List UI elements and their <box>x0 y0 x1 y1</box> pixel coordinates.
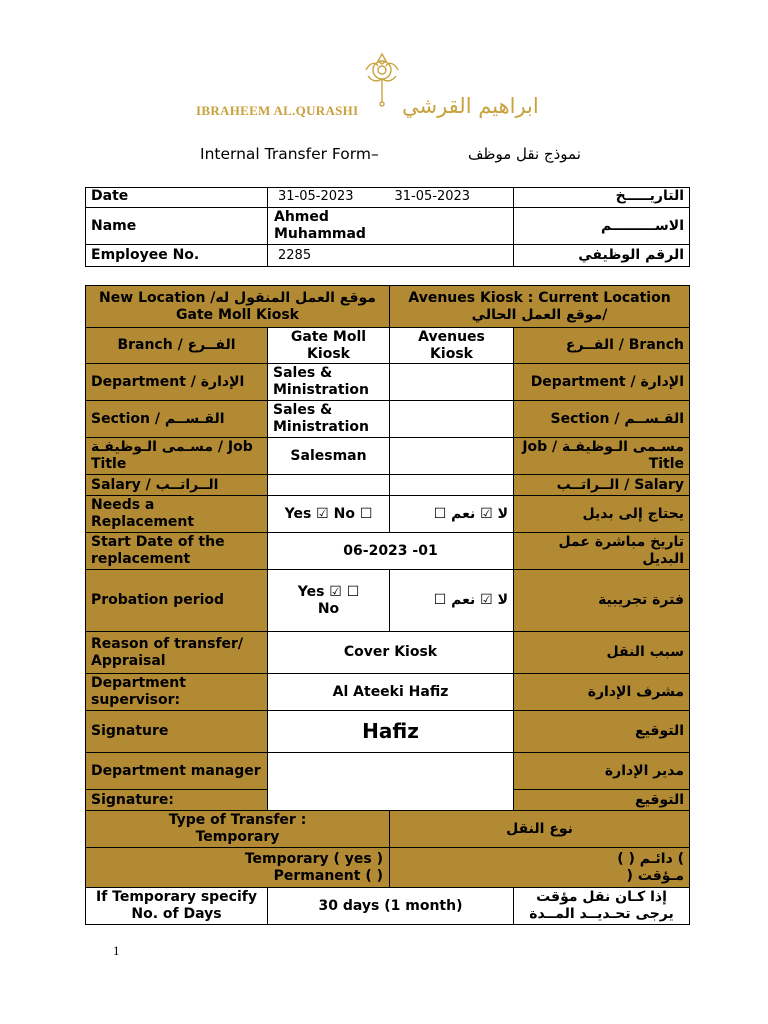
current-location-header: Avenues Kiosk : Current Location موقع العمل الحالي/ <box>390 286 690 328</box>
salary-label: Salary / الــراتــب <box>86 475 268 496</box>
name-value-text: Ahmed Muhammad <box>274 209 366 242</box>
reason-value: Cover Kiosk <box>268 632 514 674</box>
employee-no-label: Employee No. <box>86 245 268 267</box>
employee-no-row <box>86 245 690 267</box>
replacement-checkbox-en[interactable]: Yes ☑ No ☐ <box>268 496 390 533</box>
transfer-options-ar[interactable] <box>390 848 690 888</box>
signature-label-ar: التوقيع <box>514 711 690 753</box>
employee-info-table <box>85 187 690 267</box>
section-label: Section / القـســم <box>86 401 268 438</box>
transfer-options-en[interactable] <box>86 848 390 888</box>
form-title-en: Internal Transfer Form– <box>200 145 379 163</box>
start-date-value: 06-2023 -01 <box>268 533 514 570</box>
form-title-ar: نموذج نقل موظف <box>468 145 581 163</box>
department-current-value <box>390 364 514 401</box>
days-row <box>86 888 690 925</box>
supervisor-label: Department supervisor: <box>86 674 268 711</box>
supervisor-value: Al Ateeki Hafiz <box>268 674 514 711</box>
branch-label-ar: Branch / الفــرع <box>514 328 690 364</box>
start-date-row <box>86 533 690 570</box>
manager-signature-label: Signature: <box>86 790 268 811</box>
section-label-ar: القـســم / Section <box>514 401 690 438</box>
replacement-label-ar: يحتاج إلى بديل <box>514 496 690 533</box>
signature-label: Signature <box>86 711 268 753</box>
section-row <box>86 401 690 438</box>
department-new-value: Sales & Ministration <box>268 364 390 401</box>
date-row <box>86 188 690 208</box>
job-title-label-ar: مسـمى الـوظيفـة / Job Title <box>514 438 690 475</box>
department-label-ar: الإدارة / Department <box>514 364 690 401</box>
branch-row <box>86 328 690 364</box>
branch-new-value: Gate Moll Kiosk <box>268 328 390 364</box>
salary-label-ar: Salary / الــراتــب <box>514 475 690 496</box>
salary-current-value <box>390 475 514 496</box>
probation-checkbox-en[interactable] <box>268 570 390 632</box>
department-row <box>86 364 690 401</box>
supervisor-row <box>86 674 690 711</box>
probation-label-ar: فترة تجريبية <box>514 570 690 632</box>
page-number: 1 <box>113 943 120 958</box>
job-title-row <box>86 438 690 475</box>
manager-value <box>268 753 514 811</box>
manager-row <box>86 753 690 790</box>
department-label: Department / الإدارة <box>86 364 268 401</box>
probation-label: Probation period <box>86 570 268 632</box>
probation-checkbox-ar[interactable]: لا ☑ نعم ☐ <box>390 570 514 632</box>
ornament-emblem-icon <box>358 50 406 108</box>
branch-label: Branch / الفــرع <box>86 328 268 364</box>
transfer-type-label-ar: نوع النقل <box>390 811 690 848</box>
transfer-type-label <box>86 811 390 848</box>
name-row <box>86 208 690 245</box>
days-value: 30 days (1 month) <box>268 888 514 925</box>
salary-row <box>86 475 690 496</box>
location-header-row <box>86 286 690 328</box>
section-current-value <box>390 401 514 438</box>
new-location-header: New Location /موقع العمل المنقول له Gate Moll Kiosk <box>86 286 390 328</box>
probation-checkbox-en-text: Yes ☑ ☐ No <box>297 583 360 617</box>
job-title-new-value: Salesman <box>268 438 390 475</box>
permanent-option[interactable]: Permanent ( ) <box>273 867 384 884</box>
temporary-option-ar[interactable]: مـؤقت ( <box>626 867 685 884</box>
section-new-value: Sales & Ministration <box>268 401 390 438</box>
transfer-options-row <box>86 848 690 888</box>
company-name-en: IBRAHEEM AL.QURASHI <box>196 103 359 118</box>
name-value <box>268 208 514 245</box>
date-value: 31-05-2023 <box>268 188 390 208</box>
transfer-type-row <box>86 811 690 848</box>
employee-no-label-ar: الرقم الوظيفي <box>514 245 690 267</box>
reason-label-ar: سبب النقل <box>514 632 690 674</box>
start-date-label: Start Date of the replacement <box>86 533 268 570</box>
reason-row <box>86 632 690 674</box>
transfer-table <box>85 285 690 925</box>
signature-value: Hafiz <box>268 711 514 753</box>
signature-row <box>86 711 690 753</box>
date-label: Date <box>86 188 268 208</box>
start-date-label-ar: تاريخ مباشرة عمل البديل <box>514 533 690 570</box>
company-name-ar: ابراهيم القرشي <box>402 94 539 118</box>
probation-row <box>86 570 690 632</box>
manager-signature-label-ar: التوقيع <box>514 790 690 811</box>
manager-label-ar: مدير الإدارة <box>514 753 690 790</box>
days-label-ar: إذا كـان نقل مؤقت يرجى تحـديــد المــدة <box>514 888 690 925</box>
days-label: If Temporary specify No. of Days <box>86 888 268 925</box>
supervisor-label-ar: مشرف الإدارة <box>514 674 690 711</box>
job-title-current-value <box>390 438 514 475</box>
job-title-label: مسـمى الـوظيفـة / Job Title <box>86 438 268 475</box>
permanent-option-ar[interactable]: ) دائـم ( ) <box>617 850 685 867</box>
reason-label: Reason of transfer/ Appraisal <box>86 632 268 674</box>
date-value-repeat: 31-05-2023 <box>390 188 514 208</box>
replacement-label: Needs a Replacement <box>86 496 268 533</box>
manager-label: Department manager <box>86 753 268 790</box>
company-logo <box>190 50 590 135</box>
temporary-option[interactable]: Temporary ( yes ) <box>244 850 384 867</box>
replacement-checkbox-ar[interactable]: لا ☑ نعم ☐ <box>390 496 514 533</box>
salary-new-value <box>268 475 390 496</box>
branch-current-value: Avenues Kiosk <box>390 328 514 364</box>
name-label-ar: الاســـــــــم <box>514 208 690 245</box>
replacement-row <box>86 496 690 533</box>
name-label: Name <box>86 208 268 245</box>
transfer-type-label-text: Type of Transfer : Temporary <box>168 812 307 845</box>
employee-no-value: 2285 <box>268 245 514 267</box>
date-label-ar: التاريـــــخ <box>514 188 690 208</box>
